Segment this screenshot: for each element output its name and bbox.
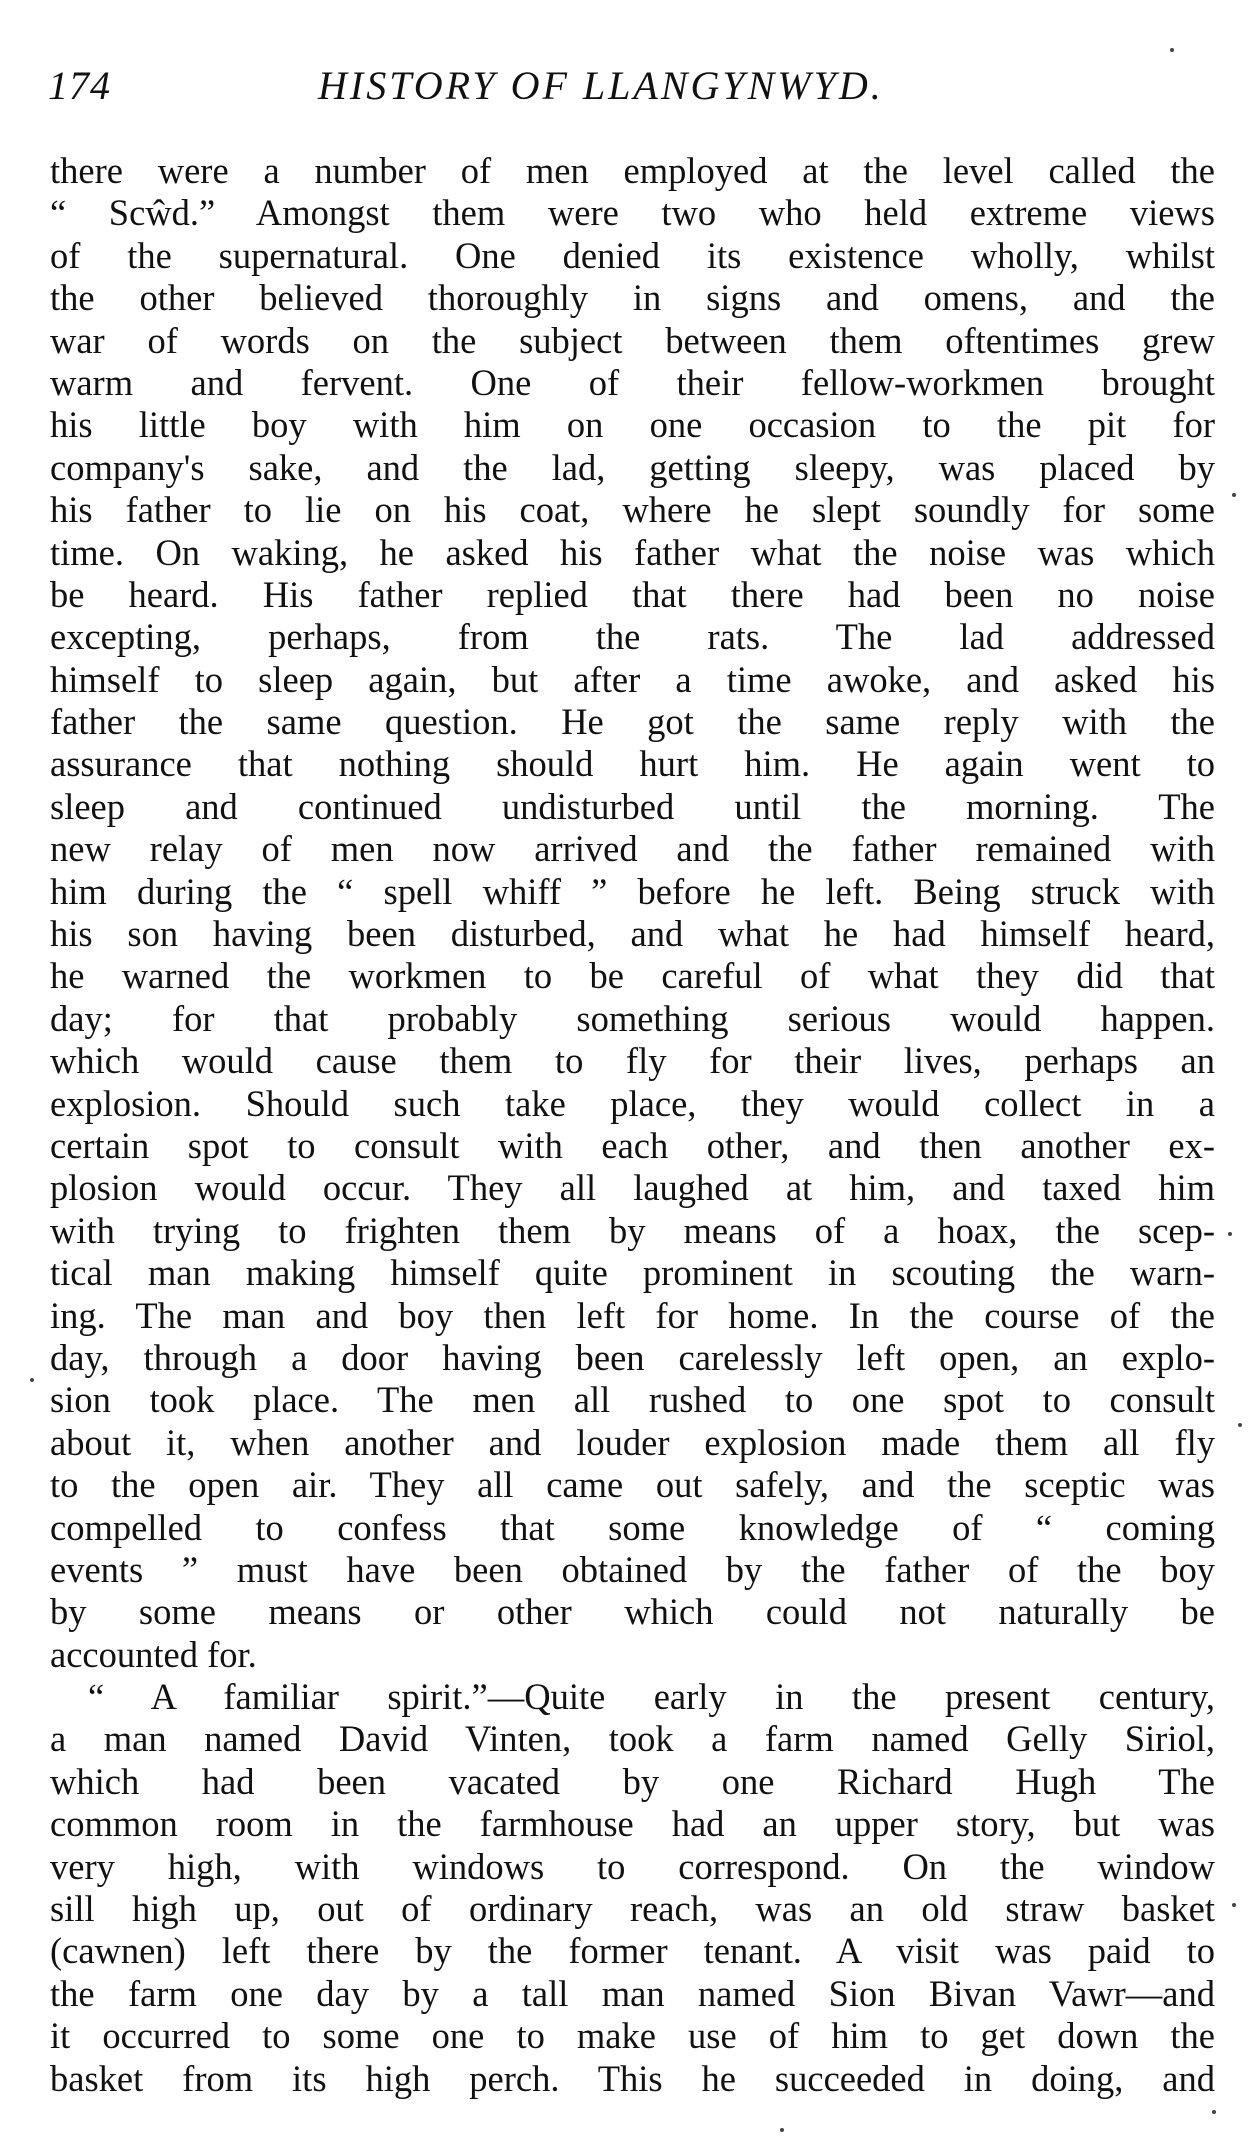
print-speck — [780, 2128, 784, 2132]
text-line: warm and fervent. One of their fellow-workmen brought — [50, 361, 1215, 403]
text-line: very high, with windows to correspond. On the window — [50, 1845, 1215, 1887]
text-line: war of words on the subject between them oftentimes grew — [50, 319, 1215, 361]
running-title: HISTORY OF LLANGYNWYD. — [318, 63, 884, 108]
text-line: which would cause them to fly for their lives, perhaps an — [50, 1040, 1215, 1082]
text-line: with trying to frighten them by means of a hoax, the scep- — [50, 1209, 1215, 1251]
text-line: his son having been disturbed, and what he had himself heard, — [50, 913, 1215, 955]
text-line: tical man making himself quite prominent in scouting the warn- — [50, 1252, 1215, 1294]
text-line: sleep and continued undisturbed until the morning. The — [50, 785, 1215, 827]
text-line: sill high up, out of ordinary reach, was an old straw basket — [50, 1888, 1215, 1930]
text-line: there were a number of men employed at the level called the — [50, 150, 1215, 191]
text-line: (cawnen) left there by the former tenant. A visit was paid to — [50, 1930, 1215, 1972]
body-text — [50, 150, 1215, 2100]
text-line: day, through a door having been carelessly left open, an explo- — [50, 1336, 1215, 1378]
text-line: certain spot to consult with each other, and then another ex- — [50, 1124, 1215, 1166]
text-line: assurance that nothing should hurt him. He again went to — [50, 743, 1215, 785]
text-line: explosion. Should such take place, they would collect in a — [50, 1082, 1215, 1124]
text-line: “ Scŵd.” Amongst them were two who held extreme views — [50, 192, 1215, 234]
print-speck — [1238, 1423, 1242, 1427]
text-line: sion took place. The men all rushed to one spot to consult — [50, 1379, 1215, 1421]
text-line: which had been vacated by one Richard Hugh The — [50, 1760, 1215, 1802]
text-line: to the open air. They all came out safely, and the sceptic was — [50, 1464, 1215, 1506]
print-speck — [1232, 493, 1236, 497]
page-header — [48, 62, 1058, 122]
print-speck — [1170, 48, 1174, 52]
text-line: time. On waking, he asked his father what the noise was which — [50, 531, 1215, 573]
text-line: himself to sleep again, but after a time awoke, and asked his — [50, 658, 1215, 700]
text-line: ing. The man and boy then left for home. In the course of the — [50, 1294, 1215, 1336]
print-speck — [1232, 1903, 1236, 1907]
paragraph-start-line: “ A familiar spirit.”—Quite early in the present century, — [88, 1676, 1215, 1718]
text-line: it occurred to some one to make use of him to get down the — [50, 2015, 1215, 2057]
print-speck — [1212, 2110, 1216, 2114]
print-speck — [1228, 1232, 1232, 1236]
text-line: compelled to confess that some knowledge of “ coming — [50, 1506, 1215, 1548]
text-line: new relay of men now arrived and the father remained with — [50, 828, 1215, 870]
text-line: the other believed thoroughly in signs and omens, and the — [50, 277, 1215, 319]
text-line: father the same question. He got the same reply with the — [50, 701, 1215, 743]
text-line: he warned the workmen to be careful of what they did that — [50, 955, 1215, 997]
text-line: day; for that probably something serious would happen. — [50, 997, 1215, 1039]
text-line: events ” must have been obtained by the father of the boy — [50, 1548, 1215, 1590]
text-line: common room in the farmhouse had an upper story, but was — [50, 1803, 1215, 1845]
text-line: excepting, perhaps, from the rats. The lad addressed — [50, 616, 1215, 658]
text-line: company's sake, and the lad, getting sleepy, was placed by — [50, 446, 1215, 488]
page-number: 174 — [48, 63, 111, 108]
text-line: be heard. His father replied that there had been no noise — [50, 573, 1215, 615]
text-line: a man named David Vinten, took a farm named Gelly Siriol, — [50, 1718, 1215, 1760]
text-line: the farm one day by a tall man named Sion Bivan Vawr—and — [50, 1972, 1215, 2014]
text-line: about it, when another and louder explosion made them all fly — [50, 1421, 1215, 1463]
text-line: his little boy with him on one occasion to the pit for — [50, 404, 1215, 446]
text-line: plosion would occur. They all laughed at him, and taxed him — [50, 1167, 1215, 1209]
text-line: him during the “ spell whiff ” before he left. Being struck with — [50, 870, 1215, 912]
text-line: by some means or other which could not naturally be — [50, 1591, 1215, 1633]
text-line: of the supernatural. One denied its existence wholly, whilst — [50, 234, 1215, 276]
print-speck — [30, 1378, 34, 1382]
paragraph-end-line: accounted for. — [50, 1633, 257, 1675]
text-line: basket from its high perch. This he succeeded in doing, and — [50, 2057, 1215, 2099]
text-line: his father to lie on his coat, where he slept soundly for some — [50, 489, 1215, 531]
